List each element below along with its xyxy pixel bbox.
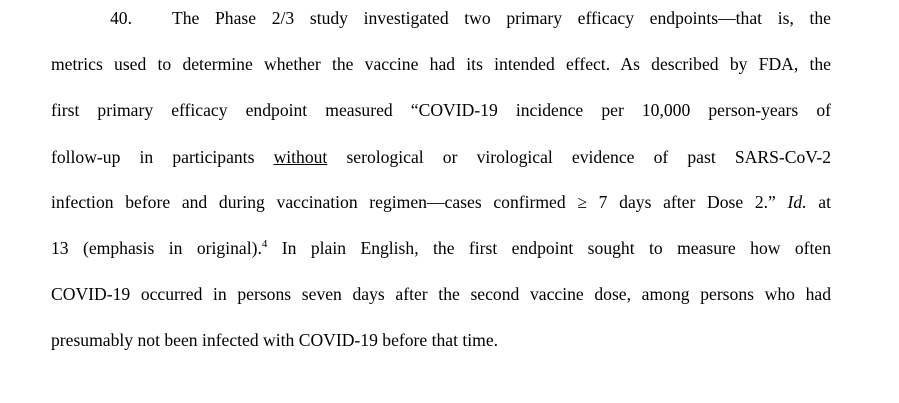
line-1-text: The Phase 2/3 study investigated two primary efficacy endpoints—that is, the <box>172 8 831 28</box>
line-7-text: COVID-19 occurred in persons seven days after the second vaccine dose, among persons who had <box>51 284 831 304</box>
citation-id: Id. <box>787 192 807 212</box>
paragraph-line-6 <box>51 233 831 263</box>
line-6-text-start: 13 (emphasis in original). <box>51 238 262 258</box>
paragraph-line-2 <box>51 49 831 79</box>
underlined-emphasis-without: without <box>273 147 328 167</box>
paragraph-line-4 <box>51 142 831 172</box>
line-2-text: metrics used to determine whether the vaccine had its intended effect. As described by FDA, the <box>51 54 831 74</box>
paragraph-number: 40. <box>110 8 132 28</box>
line-4-text-end: serological or virological evidence of past SARS-CoV-2 <box>327 147 831 167</box>
paragraph-line-7 <box>51 279 831 309</box>
paragraph-line-8 <box>51 325 831 355</box>
paragraph-line-1 <box>51 3 831 33</box>
line-3-text: first primary efficacy endpoint measured “COVID-19 incidence per 10,000 person-years of <box>51 100 831 120</box>
line-6-text-end: In plain English, the first endpoint sought to measure how often <box>267 238 832 258</box>
line-5-text-end: at <box>806 192 831 212</box>
line-4-text-start: follow-up in participants <box>51 147 274 167</box>
footnote-reference[interactable]: 4 <box>261 238 268 250</box>
line-5-text: infection before and during vaccination regimen—cases confirmed ≥ 7 days after Dose 2.” <box>51 192 788 212</box>
paragraph-line-5 <box>51 187 831 217</box>
paragraph-line-3 <box>51 95 831 125</box>
line-8-text: presumably not been infected with COVID-19 before that time. <box>51 330 499 350</box>
